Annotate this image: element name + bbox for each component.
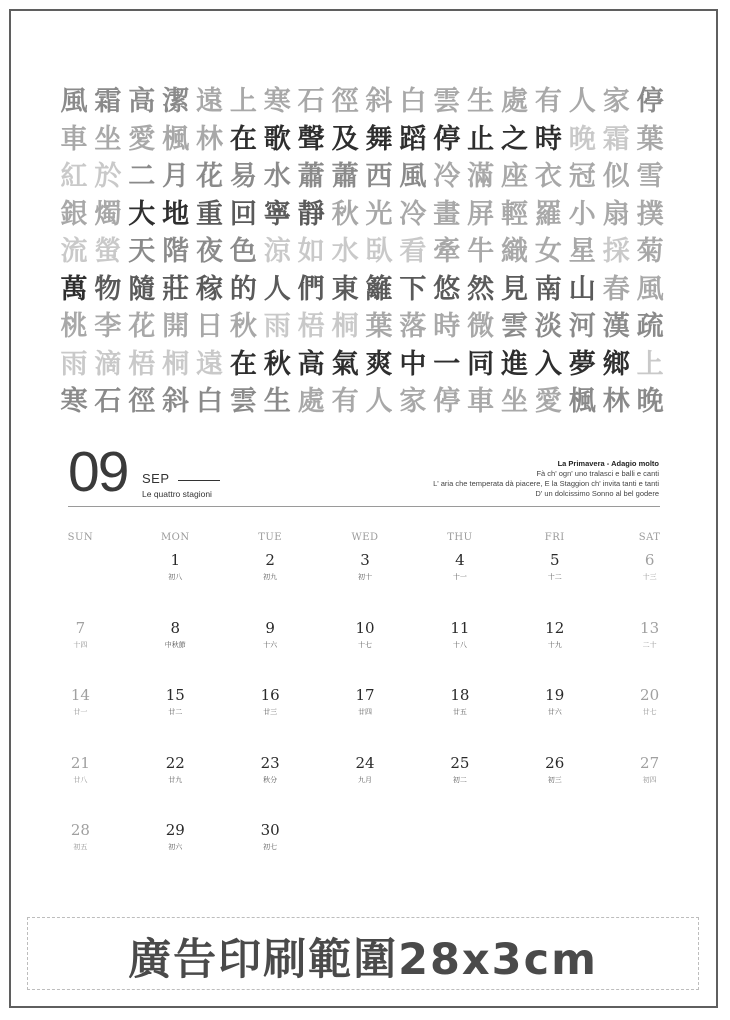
- day-cell: [507, 548, 602, 616]
- lunar-date: 十一: [452, 573, 467, 581]
- lunar-date: 廿一: [73, 708, 88, 716]
- poem-character: 生: [467, 86, 495, 118]
- poem-character: 座: [501, 161, 529, 193]
- day-number: 2: [265, 551, 275, 569]
- day-number: 18: [450, 686, 470, 704]
- lunar-date: 廿二: [168, 708, 183, 716]
- day-number: 24: [355, 753, 375, 772]
- poem-grid: [57, 83, 677, 421]
- poem-character: 蕭: [331, 161, 359, 193]
- day-cell: [318, 616, 413, 684]
- poem-character: 紅: [60, 161, 88, 193]
- day-cell: [33, 616, 128, 684]
- lunar-date: 九月: [358, 775, 372, 784]
- poem-character: 冷: [433, 161, 461, 193]
- day-cell: [128, 751, 223, 819]
- poem-character: 採: [602, 236, 630, 268]
- poem-character: 微: [467, 311, 495, 343]
- print-area-text: 廣告印刷範圍28x3cm: [128, 935, 598, 985]
- poem-character: 流: [60, 236, 88, 268]
- poem-character: 月: [162, 161, 190, 193]
- poem-character: 滴: [94, 348, 122, 380]
- poem-character: 見: [501, 273, 529, 305]
- poem-character: 林: [602, 386, 630, 418]
- poem-character: 滿: [467, 161, 495, 193]
- poem-character: 雲: [229, 386, 257, 418]
- poem-character: 籬: [365, 273, 393, 305]
- lunar-date: 初四: [642, 775, 657, 784]
- poem-character: 李: [94, 311, 122, 343]
- lunar-date: 二十: [642, 640, 657, 649]
- poem-character: 停: [433, 386, 461, 418]
- poem-character: 寒: [60, 386, 88, 418]
- poem-character: 輕: [501, 198, 529, 230]
- poem-character: 撲: [636, 198, 664, 230]
- poem-character: 白: [399, 86, 427, 118]
- poem-character: 牛: [467, 236, 495, 268]
- day-cell: [602, 751, 697, 819]
- month-subtitle: Le quattro stagioni: [142, 489, 212, 499]
- poem-character: 爽: [365, 348, 393, 380]
- poem-character: 然: [467, 273, 495, 305]
- poem-character: 秋: [331, 198, 359, 230]
- poem-character: 入: [534, 348, 562, 380]
- lunar-date: 廿三: [263, 708, 278, 716]
- quote-title: La Primavera - Adagio molto: [557, 459, 659, 468]
- poem-character: 下: [399, 273, 427, 305]
- poem-character: 人: [365, 386, 393, 418]
- poem-character: 雲: [433, 86, 461, 118]
- quote-line: L' aria che temperata dà piacere, E la Staggion ch' invita tanti e tanti: [433, 479, 659, 488]
- poem-row: [57, 158, 677, 196]
- day-cell: [412, 751, 507, 819]
- poem-character: 高: [297, 348, 325, 380]
- day-cell: [507, 751, 602, 819]
- poem-row: [57, 83, 677, 121]
- quote-line: D' un dolcissimo Sonno al bel godere: [535, 489, 659, 498]
- poem-character: 鄉: [602, 348, 630, 380]
- poem-character: 止: [467, 123, 495, 155]
- poem-character: 風: [636, 273, 664, 305]
- poem-row: [57, 271, 677, 309]
- day-number: 21: [70, 753, 90, 772]
- day-number: 28: [70, 821, 90, 839]
- lunar-date: 初三: [547, 775, 562, 784]
- day-number: 15: [165, 686, 185, 704]
- poem-row: [57, 383, 677, 421]
- empty-day-cell: [602, 818, 697, 886]
- empty-day-cell: [507, 818, 602, 886]
- poem-character: 冷: [399, 198, 427, 230]
- poem-character: 舞: [365, 123, 393, 155]
- day-number: 26: [545, 753, 565, 772]
- poem-character: 停: [433, 123, 461, 155]
- quote-line: Fà ch' ogn' uno tralasci e balli e canti: [536, 469, 659, 478]
- day-cell: [33, 683, 128, 751]
- poem-character: 楓: [162, 123, 190, 155]
- poem-character: 地: [162, 198, 190, 230]
- day-cell: [602, 548, 697, 616]
- lunar-date: 初六: [168, 843, 183, 851]
- day-number: 5: [549, 551, 560, 569]
- lunar-date: 廿四: [358, 708, 372, 716]
- poem-character: 秋: [263, 348, 291, 380]
- weekday-label: TUE: [258, 532, 283, 543]
- day-cell: [128, 818, 223, 886]
- lunar-date: 十二: [547, 573, 562, 581]
- weekday-label: THU: [447, 532, 473, 543]
- poem-character: 時: [534, 123, 562, 155]
- poem-character: 人: [568, 86, 596, 118]
- lunar-date: 十八: [452, 640, 467, 649]
- poem-character: 遠: [196, 86, 223, 118]
- day-cell: [223, 818, 318, 886]
- day-cell: [507, 616, 602, 684]
- poem-character: 有: [331, 386, 359, 418]
- poem-character: 淡: [534, 311, 562, 343]
- poem-character: 停: [636, 86, 664, 118]
- poem-character: 冠: [568, 161, 596, 193]
- poem-character: 扇: [602, 198, 630, 230]
- month-number: 09: [68, 440, 128, 504]
- poem-character: 梧: [297, 311, 325, 343]
- poem-character: 寧: [263, 198, 291, 230]
- poem-character: 看: [399, 236, 427, 268]
- lunar-date: 廿八: [73, 775, 88, 784]
- poem-character: 畫: [433, 198, 461, 230]
- poem-character: 花: [196, 161, 223, 193]
- month-calendar: [33, 532, 697, 886]
- poem-character: 落: [399, 311, 427, 343]
- day-cell: [223, 548, 318, 616]
- poem-character: 一: [433, 348, 461, 380]
- poem-character: 生: [263, 386, 291, 418]
- month-underline: [178, 480, 220, 481]
- poem-character: 南: [534, 273, 562, 305]
- poem-character: 桐: [331, 311, 359, 343]
- day-cell: [412, 616, 507, 684]
- day-cell: [412, 548, 507, 616]
- poem-character: 漢: [602, 311, 630, 343]
- poem-row: [57, 121, 677, 159]
- poem-character: 白: [196, 386, 223, 418]
- poem-character: 在: [229, 348, 257, 380]
- poem-character: 中: [399, 348, 427, 380]
- poem-character: 愛: [534, 386, 562, 418]
- poem-character: 階: [162, 236, 190, 268]
- lunar-date: 十六: [263, 640, 278, 649]
- day-cell: [602, 616, 697, 684]
- poem-character: 有: [534, 86, 562, 118]
- poem-character: 山: [568, 273, 596, 305]
- poem-character: 徑: [128, 386, 156, 418]
- poem-character: 上: [229, 86, 257, 118]
- poem-character: 臥: [365, 236, 393, 268]
- day-cell: [33, 751, 128, 819]
- poem-row: [57, 346, 677, 384]
- poem-character: 坐: [94, 123, 122, 155]
- poem-row: [57, 233, 677, 271]
- calendar-week: [33, 683, 697, 751]
- poem-character: 物: [94, 273, 122, 305]
- poem-character: 高: [128, 86, 156, 118]
- day-number: 16: [260, 686, 280, 704]
- day-number: 9: [265, 618, 275, 637]
- poem-character: 霜: [602, 123, 630, 155]
- poem-character: 羅: [534, 198, 562, 230]
- poem-character: 家: [602, 86, 630, 118]
- poem-character: 東: [331, 273, 359, 305]
- calendar-week: [33, 548, 697, 616]
- poem-character: 銀: [60, 198, 88, 230]
- poem-character: 石: [94, 386, 122, 418]
- day-number: 8: [170, 618, 181, 637]
- poem-character: 水: [263, 161, 291, 193]
- poem-row: [57, 196, 677, 234]
- poem-character: 日: [196, 311, 223, 343]
- poem-character: 螢: [94, 236, 122, 268]
- poem-character: 葉: [365, 311, 393, 343]
- poem-character: 稼: [196, 273, 223, 305]
- poem-character: 之: [501, 123, 529, 155]
- poem-character: 涼: [263, 236, 291, 268]
- poem-character: 雲: [501, 311, 529, 343]
- poem-character: 們: [297, 273, 325, 305]
- poem-character: 斜: [365, 86, 393, 118]
- poem-character: 及: [331, 123, 359, 155]
- day-number: 29: [165, 821, 185, 839]
- empty-day-cell: [33, 548, 128, 616]
- day-number: 25: [450, 753, 470, 772]
- day-number: 10: [355, 618, 375, 637]
- day-number: 14: [70, 686, 90, 704]
- poem-character: 雪: [636, 161, 664, 193]
- poem-character: 疏: [636, 311, 664, 343]
- lunar-date: 十四: [73, 640, 88, 649]
- poem-character: 潔: [162, 86, 190, 118]
- poem-character: 處: [297, 386, 325, 418]
- poem-character: 桃: [60, 311, 88, 343]
- lunar-date: 廿六: [547, 708, 562, 716]
- poem-character: 女: [534, 236, 562, 268]
- poem-character: 聲: [297, 123, 325, 155]
- weekday-label: SUN: [67, 532, 94, 543]
- poem-character: 雨: [263, 311, 291, 343]
- poem-character: 似: [602, 161, 630, 193]
- poem-character: 楓: [568, 386, 596, 418]
- weekday-label: WED: [351, 532, 379, 543]
- poem-character: 色: [229, 236, 257, 268]
- poem-character: 悠: [433, 273, 461, 305]
- lunar-date: 初二: [452, 775, 467, 784]
- poem-character: 晚: [636, 386, 664, 418]
- day-number: 1: [170, 551, 181, 569]
- poem-character: 靜: [297, 198, 325, 230]
- poem-character: 夜: [196, 236, 223, 268]
- day-number: 7: [75, 618, 86, 637]
- poem-character: 天: [128, 236, 156, 268]
- poem-character: 坐: [501, 386, 529, 418]
- day-cell: [128, 548, 223, 616]
- poem-character: 家: [399, 386, 427, 418]
- day-cell: [318, 683, 413, 751]
- day-number: 27: [640, 753, 660, 772]
- poem-character: 處: [501, 86, 529, 118]
- poem-character: 河: [568, 311, 596, 343]
- poem-character: 的: [229, 273, 257, 305]
- lunar-date: 初七: [263, 843, 278, 851]
- weekday-label: FRI: [544, 532, 565, 543]
- month-abbreviation: SEP: [142, 471, 170, 486]
- header-divider: [68, 506, 660, 507]
- quote-block: [433, 459, 659, 499]
- day-number: 23: [260, 753, 280, 772]
- poem-character: 雨: [60, 348, 88, 380]
- day-cell: [318, 548, 413, 616]
- poem-character: 徑: [331, 86, 359, 118]
- poem-character: 莊: [162, 273, 190, 305]
- poem-character: 同: [467, 348, 495, 380]
- empty-day-cell: [412, 818, 507, 886]
- day-cell: [223, 616, 318, 684]
- lunar-date: 十九: [547, 640, 562, 649]
- poem-character: 愛: [128, 123, 156, 155]
- day-number: 12: [545, 618, 565, 637]
- weekday-label: SAT: [638, 532, 661, 543]
- poem-character: 斜: [162, 386, 190, 418]
- poem-character: 在: [229, 123, 257, 155]
- day-number: 17: [355, 686, 375, 704]
- lunar-date: 初八: [168, 573, 183, 581]
- day-cell: [602, 683, 697, 751]
- poem-character: 夢: [568, 348, 596, 380]
- poem-character: 隨: [128, 273, 156, 305]
- day-number: 13: [640, 618, 660, 637]
- poem-character: 織: [501, 236, 529, 268]
- poem-character: 遠: [196, 348, 223, 380]
- poem-character: 燭: [94, 198, 122, 230]
- day-number: 20: [640, 686, 660, 704]
- day-number: 30: [260, 821, 280, 839]
- poem-character: 牽: [433, 236, 461, 268]
- poem-character: 春: [602, 273, 630, 305]
- lunar-date: 初五: [73, 843, 88, 851]
- poem-character: 進: [501, 348, 529, 380]
- poem-character: 水: [331, 236, 359, 268]
- day-number: 6: [644, 551, 655, 569]
- weekday-label: MON: [160, 532, 190, 543]
- poem-character: 小: [568, 198, 596, 230]
- lunar-date: 十七: [358, 640, 372, 649]
- poem-character: 開: [162, 311, 190, 343]
- poem-character: 回: [229, 198, 257, 230]
- day-number: 22: [165, 753, 185, 772]
- day-cell: [223, 751, 318, 819]
- day-number: 19: [545, 686, 565, 704]
- poem-character: 霜: [94, 86, 122, 118]
- poem-character: 梧: [128, 348, 156, 380]
- poem-character: 蕭: [297, 161, 325, 193]
- lunar-date: 廿五: [452, 708, 467, 716]
- poem-character: 重: [196, 198, 223, 230]
- lunar-date: 中秋節: [164, 640, 186, 649]
- lunar-date: 廿九: [168, 775, 183, 784]
- day-number: 11: [450, 618, 470, 637]
- poem-character: 人: [263, 273, 291, 305]
- poem-character: 如: [297, 236, 325, 268]
- poem-character: 葉: [636, 123, 664, 155]
- day-cell: [223, 683, 318, 751]
- poem-character: 西: [365, 161, 393, 193]
- poem-character: 時: [433, 311, 461, 343]
- poem-character: 易: [229, 161, 257, 193]
- calendar-weeks: [33, 548, 697, 886]
- poem-character: 風: [60, 86, 88, 118]
- poem-character: 寒: [263, 86, 291, 118]
- calendar-week: [33, 818, 697, 886]
- ad-print-area: [27, 917, 699, 990]
- day-cell: [412, 683, 507, 751]
- poem-character: 風: [399, 161, 427, 193]
- poem-character: 秋: [229, 311, 257, 343]
- lunar-date: 秋分: [263, 775, 278, 784]
- day-number: 3: [360, 551, 370, 569]
- poem-character: 光: [365, 198, 393, 230]
- poem-character: 車: [467, 386, 495, 418]
- poem-character: 桐: [162, 348, 190, 380]
- poem-character: 衣: [534, 161, 562, 193]
- poem-character: 氣: [331, 348, 359, 380]
- day-cell: [128, 683, 223, 751]
- poem-character: 林: [196, 123, 223, 155]
- poem-character: 萬: [60, 273, 88, 305]
- poem-character: 二: [128, 161, 156, 193]
- poem-character: 大: [128, 198, 156, 230]
- day-cell: [128, 616, 223, 684]
- empty-day-cell: [318, 818, 413, 886]
- poem-character: 屏: [467, 198, 495, 230]
- poem-character: 花: [128, 311, 156, 343]
- day-cell: [507, 683, 602, 751]
- poem-row: [57, 308, 677, 346]
- weekday-header: [33, 532, 697, 548]
- poem-character: 上: [636, 348, 664, 380]
- calendar-week: [33, 751, 697, 819]
- lunar-date: 十三: [642, 573, 657, 581]
- day-number: 4: [455, 551, 465, 569]
- lunar-date: 廿七: [642, 708, 657, 716]
- poem-character: 車: [60, 123, 88, 155]
- poem-character: 於: [94, 161, 122, 193]
- lunar-date: 初九: [263, 573, 278, 581]
- poem-character: 菊: [636, 236, 664, 268]
- lunar-date: 初十: [358, 573, 372, 581]
- poem-character: 石: [297, 86, 325, 118]
- poem-character: 晚: [568, 123, 596, 155]
- day-cell: [318, 751, 413, 819]
- poem-character: 歌: [263, 123, 291, 155]
- calendar-week: [33, 616, 697, 684]
- poem-character: 星: [568, 236, 596, 268]
- day-cell: [33, 818, 128, 886]
- poem-character: 蹈: [399, 123, 427, 155]
